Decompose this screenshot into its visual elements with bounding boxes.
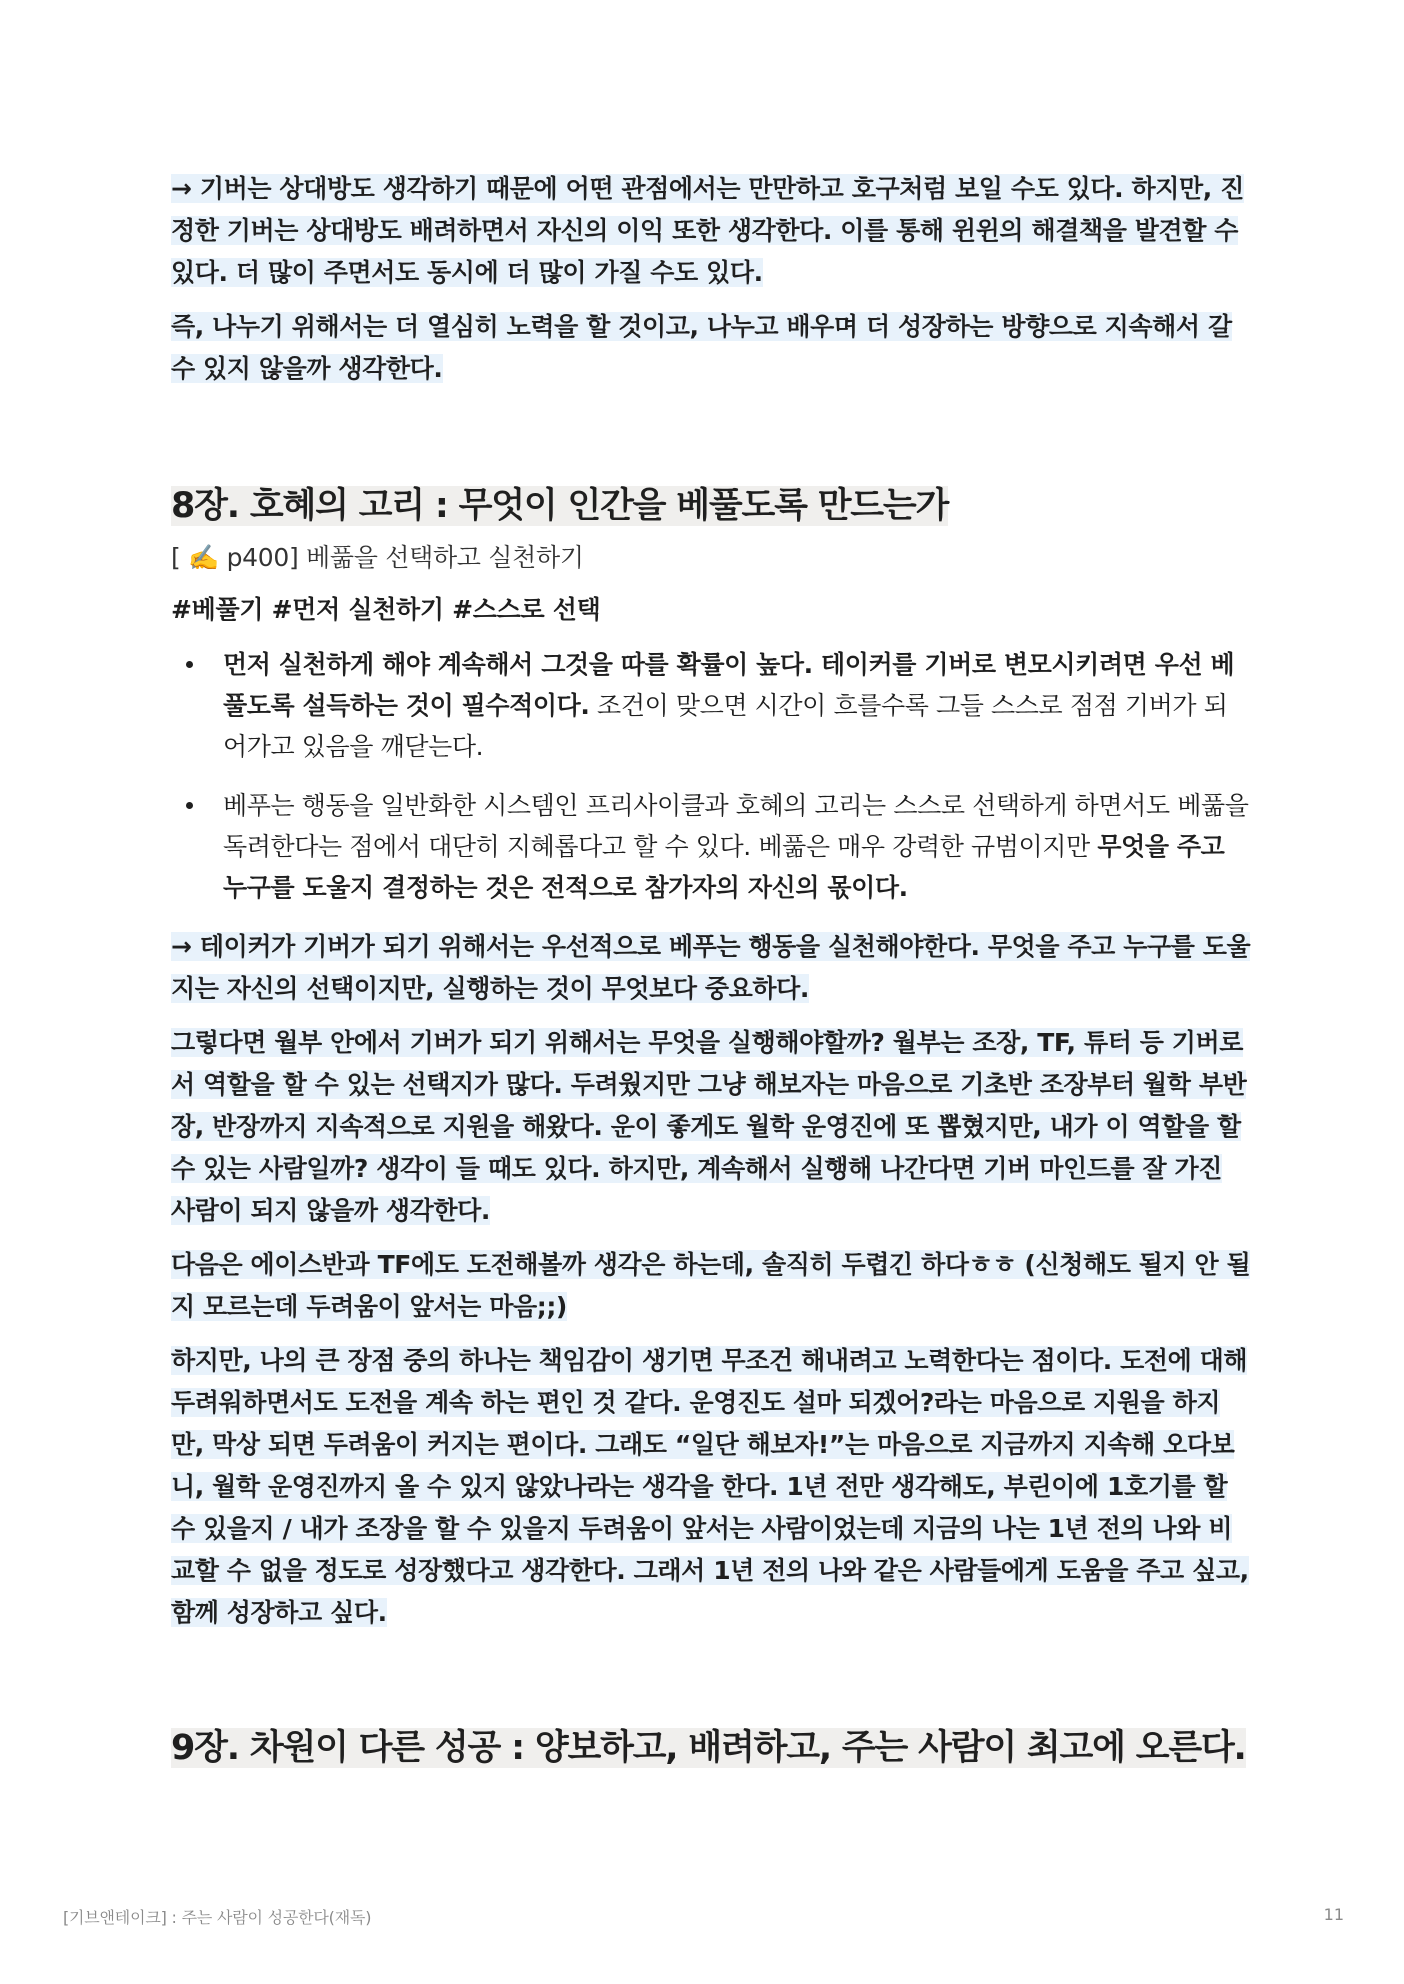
footer-document-title: [기브앤테이크] : 주는 사람이 성공한다(재독) (63, 1908, 372, 1927)
body-text: 조건이 맞으면 시간이 흐를수록 그들 스스로 점점 기버가 되어가고 있음을 깨닫는다. (223, 691, 1228, 761)
highlighted-text: 즉, 나누기 위해서는 더 열심히 노력을 할 것이고, 나누고 배우며 더 성장하는 방향으로 지속해서 갈 수 있지 않을까 생각한다. (171, 312, 1232, 383)
paragraph (171, 306, 1251, 390)
list-item (171, 785, 1251, 908)
body-text: 베푸는 행동을 일반화한 시스템인 프리사이클과 호혜의 고리는 스스로 선택하게 하면서도 베풂을 독려한다는 점에서 대단히 지혜롭다고 할 수 있다. 베풂은 매우 강력한 규범이지만 (223, 791, 1249, 861)
page-content (171, 168, 1251, 1774)
bold-text: 먼저 실천하게 해야 계속해서 그것을 따를 확률이 높다. 테이커를 기버로 변모시키려면 우선 베풀도록 설득하는 것이 필수적이다. (223, 650, 1235, 720)
list-item (171, 644, 1251, 767)
paragraph (171, 1022, 1251, 1232)
bullet-icon (186, 661, 193, 668)
highlighted-text: → 테이커가 기버가 되기 위해서는 우선적으로 베푸는 행동을 실천해야한다. 무엇을 주고 누구를 도울지는 자신의 선택이지만, 실행하는 것이 무엇보다 중요하다. (171, 932, 1251, 1003)
bullet-list (171, 644, 1251, 908)
paragraph (171, 926, 1251, 1010)
chapter-9-title: 9장. 차원이 다른 성공 : 양보하고, 배려하고, 주는 사람이 최고에 오른다. (171, 1728, 1246, 1768)
paragraph (171, 1340, 1251, 1634)
highlighted-text: 다음은 에이스반과 TF에도 도전해볼까 생각은 하는데, 솔직히 두렵긴 하다ㅎㅎ (신청해도 될지 안 될지 모르는데 두려움이 앞서는 마음;;) (171, 1250, 1251, 1321)
chapter-8-heading (171, 480, 1251, 532)
bold-text: 무엇을 주고 누구를 도울지 결정하는 것은 전적으로 참가자의 자신의 몫이다. (223, 832, 1225, 902)
hashtags: #베풀기 #먼저 실천하기 #스스로 선택 (171, 595, 601, 624)
paragraph (171, 168, 1251, 294)
highlighted-text: 그렇다면 월부 안에서 기버가 되기 위해서는 무엇을 실행해야할까? 월부는 조장, TF, 튜터 등 기버로서 역할을 할 수 있는 선택지가 많다. 두려웠지만 그냥 해보자는 마음으로 기초반 조장부터 월학 부반장, 반장까지 지속적으로 지원을 해왔다. 운이 좋게도 월학 운영진에 또 뽑혔지만, 내가 이 역할을 할 수 있는 사람일까? 생각이 들 때도 있다. 하지만, 계속해서 실행해 나간다면 기버 마인드를 잘 가진 사람이 되지 않을까 생각한다. (171, 1028, 1247, 1225)
page-number: 11 (1323, 1905, 1344, 1924)
paragraph (171, 1244, 1251, 1328)
chapter-8-title: 8장. 호혜의 고리 : 무엇이 인간을 베풀도록 만드는가 (171, 486, 949, 526)
page-reference: [ ✍️ p400] 베풂을 선택하고 실천하기 (171, 543, 584, 572)
chapter-9-heading (171, 1722, 1251, 1774)
highlighted-text: 하지만, 나의 큰 장점 중의 하나는 책임감이 생기면 무조건 해내려고 노력한다는 점이다. 도전에 대해 두려워하면서도 도전을 계속 하는 편인 것 같다. 운영진도 설마 되겠어?라는 마음으로 지원을 하지만, 막상 되면 두려움이 커지는 편이다. 그래도 “일단 해보자!”는 마음으로 지금까지 지속해 오다보니, 월학 운영진까지 올 수 있지 않았나라는 생각을 한다. 1년 전만 생각해도, 부린이에 1호기를 할 수 있을지 / 내가 조장을 할 수 있을지 두려움이 앞서는 사람이었는데 지금의 나는 1년 전의 나와 비교할 수 없을 정도로 성장했다고 생각한다. 그래서 1년 전의 나와 같은 사람들에게 도움을 주고 싶고, 함께 성장하고 싶다. (171, 1346, 1249, 1627)
bullet-icon (186, 802, 193, 809)
highlighted-text: → 기버는 상대방도 생각하기 때문에 어떤 관점에서는 만만하고 호구처럼 보일 수도 있다. 하지만, 진정한 기버는 상대방도 배려하면서 자신의 이익 또한 생각한다. 이를 통해 윈윈의 해결책을 발견할 수 있다. 더 많이 주면서도 동시에 더 많이 가질 수도 있다. (171, 174, 1244, 287)
